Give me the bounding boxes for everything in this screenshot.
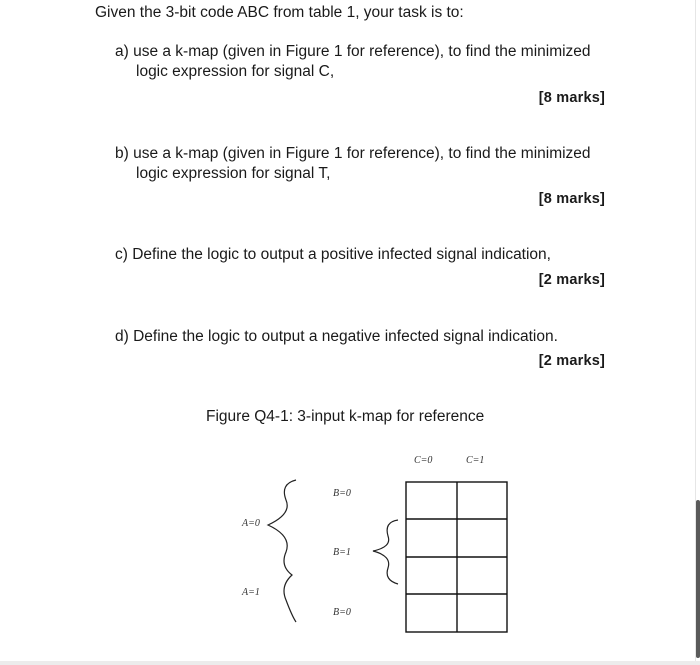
intro-text: Given the 3-bit code ABC from table 1, your task is to:	[95, 4, 464, 21]
brace-small	[373, 520, 398, 584]
scrollbar[interactable]	[696, 500, 700, 658]
kmap-grid	[406, 482, 507, 632]
question-c-marks: [2 marks]	[538, 272, 605, 288]
question-c-line1: c) Define the logic to output a positive infected signal indication,	[115, 246, 551, 263]
question-a-marks: [8 marks]	[538, 90, 605, 106]
brace-large	[268, 480, 296, 622]
question-b-line2: logic expression for signal T,	[136, 165, 331, 182]
col-label-c0: C=0	[414, 455, 433, 466]
question-d-marks: [2 marks]	[538, 353, 605, 369]
question-b-line1: b) use a k-map (given in Figure 1 for reference), to find the minimized	[115, 145, 591, 162]
row-label-b1: B=1	[333, 547, 351, 558]
a-label-0: A=0	[242, 518, 260, 529]
row-label-b0-top: B=0	[333, 488, 351, 499]
question-a-line2: logic expression for signal C,	[136, 63, 335, 80]
question-d-line1: d) Define the logic to output a negative infected signal indication.	[115, 328, 558, 345]
question-b-marks: [8 marks]	[538, 191, 605, 207]
col-label-c1: C=1	[466, 455, 485, 466]
figure-title: Figure Q4-1: 3-input k-map for reference	[206, 408, 485, 425]
row-label-b0-bottom: B=0	[333, 607, 351, 618]
a-label-1: A=1	[242, 587, 260, 598]
question-a-line1: a) use a k-map (given in Figure 1 for reference), to find the minimized	[115, 43, 591, 60]
